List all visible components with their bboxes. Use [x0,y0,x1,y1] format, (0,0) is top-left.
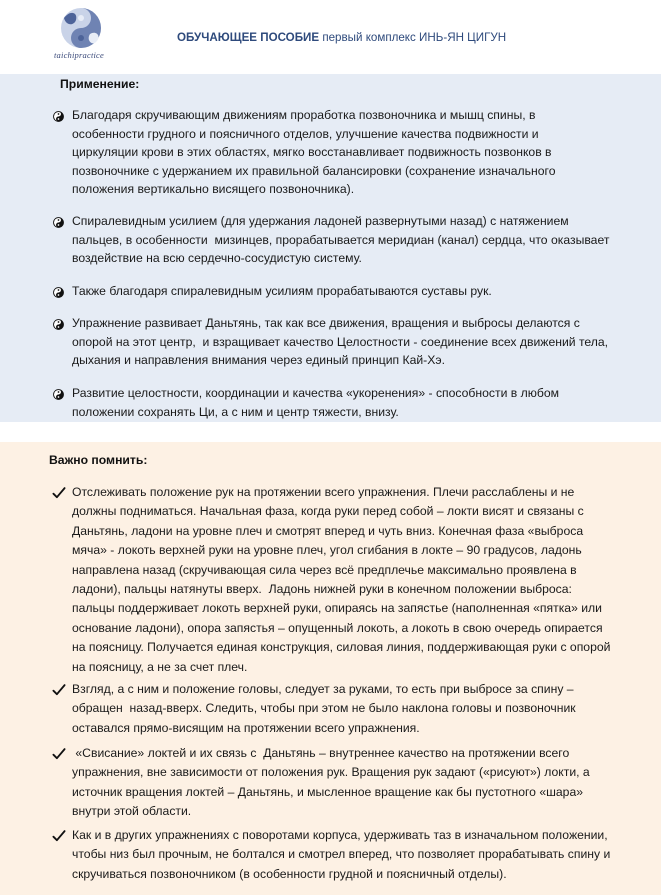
list-item-line: внутри этой области. [72,804,192,819]
list-item-line: обращен назад-вверх. Следить, чтобы при этом не было наклона головы и позвоночник [72,701,576,716]
yin-yang-bullet-icon [53,285,64,303]
list-item-line: Как и в других упражнениях с поворотами корпуса, удерживать таз в изначальном положении, [72,828,608,842]
list-item-line: Отслеживать положение рук на протяжении всего упражнения. Плечи расслаблены и не [72,485,575,499]
page-header [0,0,661,74]
list-item-line: Спиралевидным усилием (для удержания ладоней развернутыми назад) с натяжением [72,214,569,228]
list-item-line: «Свисание» локтей и их связь с Даньтянь – внутреннее качество на протяжении всего [72,746,570,760]
list-item-line: положении сохранять Ци, а с ним и центр тяжести, внизу. [72,404,399,419]
list-item-line: Даньтянь, ладони на уровне плеч и смотрят вперед и чуть вниз. Конечная фаза «выброса [72,523,584,538]
checkmark-bullet-icon [52,683,66,702]
checkmark-bullet-icon [52,486,66,505]
yin-yang-bullet-icon [53,109,64,127]
list-item-line: дыхания и направления внимания через единый принцип Кай-Хэ. [72,353,445,368]
list-item-line: особенности грудного и поясничного отделов, улучшение качества подвижности и [72,126,539,141]
yin-yang-bullet-icon [53,387,64,405]
remember-heading: Важно помнить: [49,453,148,467]
list-item-line: Взгляд, а с ним и положение головы, следует за руками, то есть при выбросе за спину – [72,682,574,696]
list-item-line: оставался прямо-висящим на протяжении всего упражнения. [72,720,420,735]
yin-yang-bullet-icon [53,215,64,233]
list-item-line: пальцев, в особенности мизинцев, прорабатывается меридиан (канал) сердца, что оказывает [72,232,610,247]
list-item-line: направлена назад (скручивающая сила через всё предплечье максимально проявлена в [72,562,577,577]
list-item-line: должны подниматься. Начальная фаза, когда руки перед собой – локти висят и связаны с [72,504,584,519]
application-heading: Применение: [60,77,140,91]
list-item-line: пальцы поддерживает локоть верхней руки, опираясь на запястье (наполненная «пятка» или [72,601,602,616]
list-item-line: Развитие целостности, координации и качества «укоренения» - способности в любом [72,386,560,400]
list-item-line: чтобы низ был прочным, не болтался и смотрел вперед, что позволяет прорабатывать спину и [72,847,611,862]
list-item-line: основание ладони), опора запястья – опущенный локоть, а локоть в свою очередь опирается [72,620,603,635]
list-item-line: Благодаря скручивающим движениям проработка позвоночника и мышц спины, в [72,108,536,122]
yin-yang-bullet-icon [53,317,64,335]
checkmark-bullet-icon [52,829,66,848]
list-item-line: опорой на этот центр, и взращивает качество Целостности - соединение всех движений тела, [72,334,609,349]
list-item-line: на поясницу, а не за счет плеч. [72,659,248,674]
list-item-line: Упражнение развивает Даньтянь, так как все движения, вращения и выбросы делаются с [72,316,580,330]
list-item-line: упражнения, вне зависимости от положения рук. Вращения рук задают («рисуют») локти, а [72,765,590,780]
list-item-line: воздействие на всю сердечно-сосудистую систему. [72,251,362,266]
list-item-line: скручиваться позвоночником (в особенности грудной и поясничный отделы). [72,866,507,881]
list-item-line: ладони), пальцы натянуты вверх. Ладонь нижней руки в конечном положении выброса: [72,582,572,596]
list-item-line: на поясницу. Получается единая конструкция, силовая линия, поддерживающая руки с опорой [72,640,611,655]
list-item-line: положения вертикально висящего позвоночника). [72,182,355,197]
logo-text: taichipractice [54,50,105,60]
checkmark-bullet-icon [52,747,66,766]
list-item-line: позвоночнике с удержанием их правильной балансировки (сохранение изначального [72,163,556,178]
document-title: ОБУЧАЮЩЕЕ ПОСОБИЕ первый комплекс ИНЬ-ЯН ЦИГУН [177,31,507,44]
list-item-line: Также благодаря спиралевидным усилиям прорабатываются суставы рук. [72,284,492,298]
list-item-line: источник вращения локтей – Даньтянь, и мысленное вращение как бы пустотного «шара» [72,784,584,799]
list-item-line: мяча» - локоть верхней руки на уровне плеч, угол сгибания в локте – 90 градусов, ладонь [72,543,582,558]
list-item-line: циркуляции крови в этих областях, мягко восстанавливает подвижность позвонков в [72,145,552,160]
